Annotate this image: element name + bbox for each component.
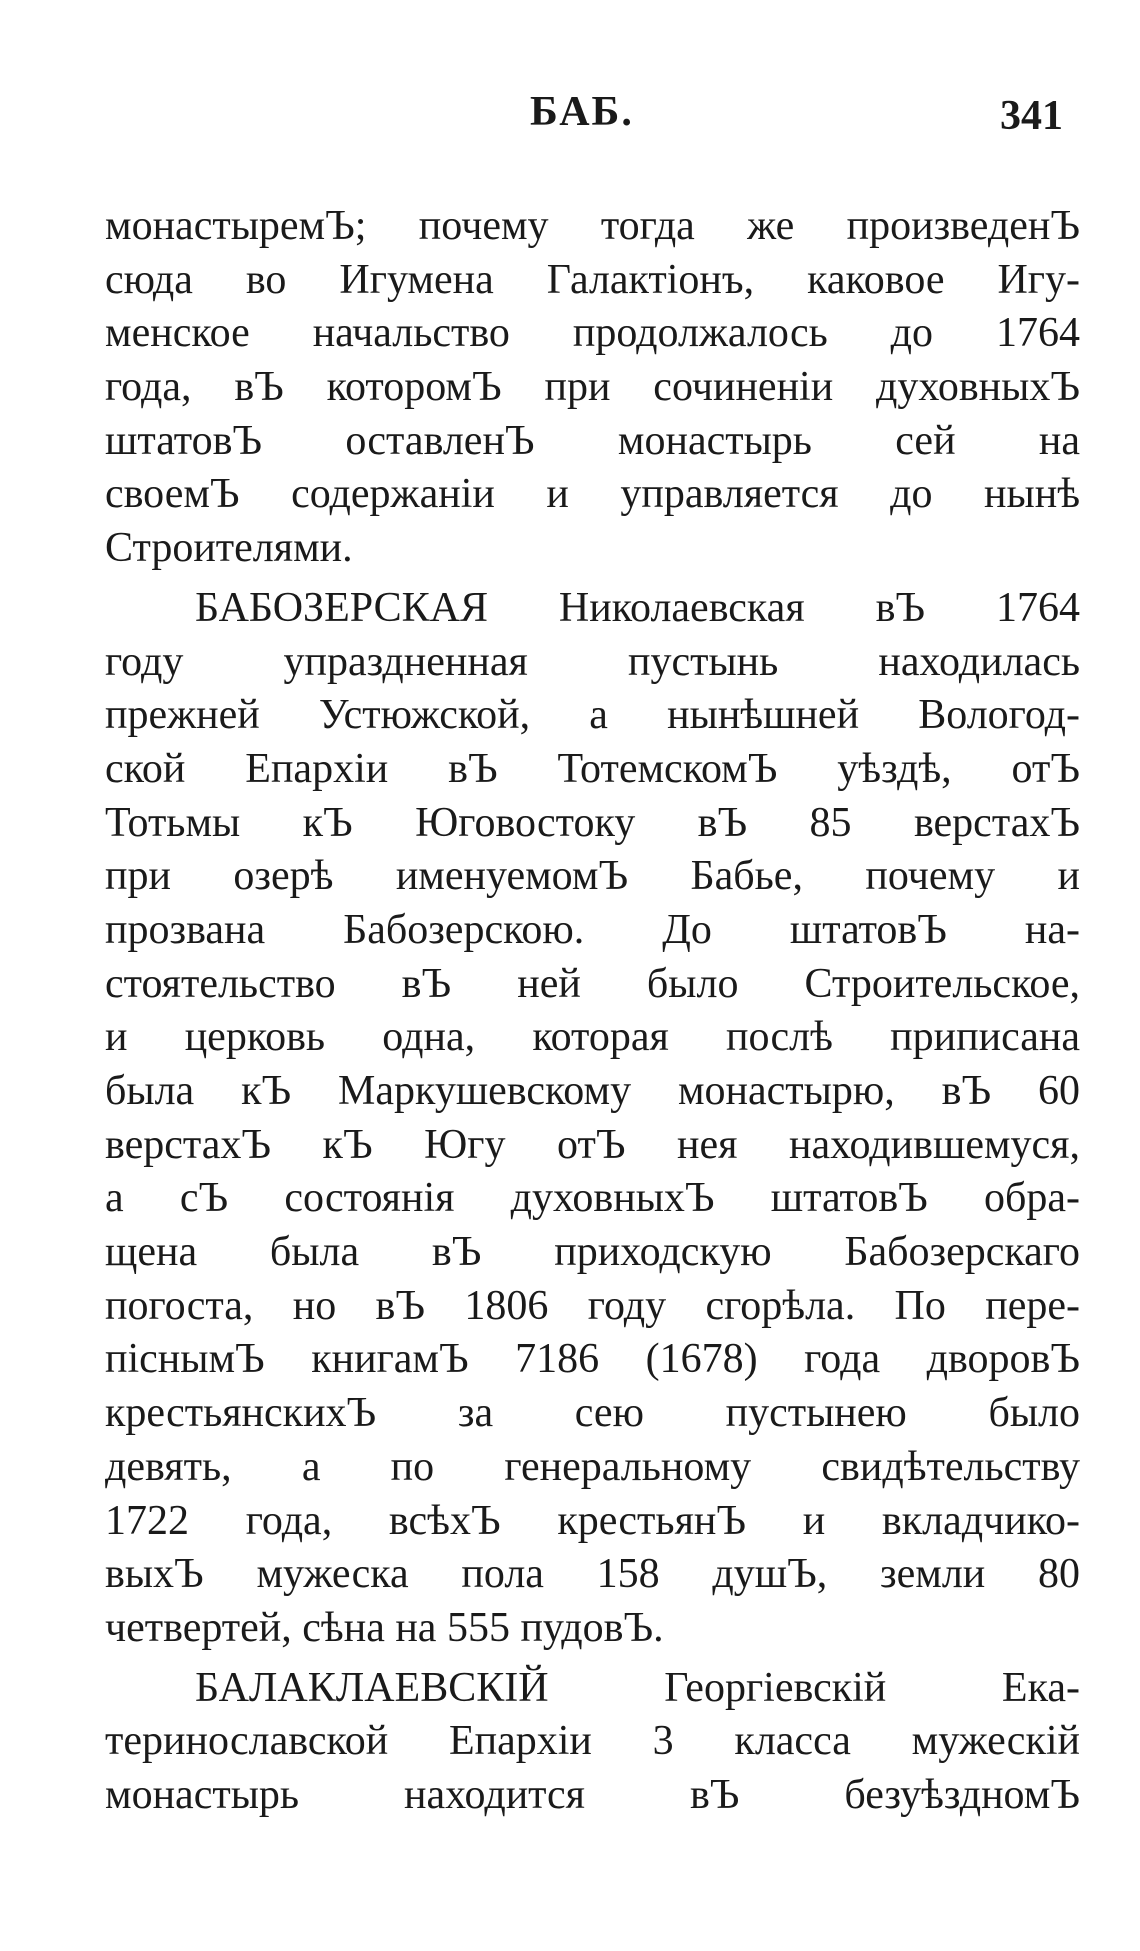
- body-text: [105, 200, 1080, 1823]
- text-line: стоятельство вЪ ней было Строительское,: [105, 960, 1080, 1007]
- text-line: четвертей, сѣна на 555 пудовЪ.: [105, 1604, 664, 1651]
- text-line: Строителями.: [105, 525, 353, 572]
- page-header: [0, 88, 1140, 148]
- text-line: выхЪ мужеска пола 158 душЪ, земли 80: [105, 1551, 1080, 1598]
- text-line: штатовЪ оставленЪ монастырь сей на: [105, 417, 1080, 464]
- text-line: Тотьмы кЪ Юговостоку вЪ 85 верстахЪ: [105, 799, 1080, 846]
- text-line: менское начальство продолжалось до 1764: [105, 310, 1080, 357]
- text-line: теринославской Епархіи 3 класса мужескій: [105, 1718, 1080, 1765]
- text-line: погоста, но вЪ 1806 году сгорѣла. По пере-: [105, 1282, 1080, 1329]
- text-line: и церковь одна, которая послѣ приписана: [105, 1014, 1080, 1061]
- text-line: а сЪ состоянія духовныхЪ штатовЪ обра-: [105, 1175, 1080, 1222]
- text-line: монастыремЪ; почему тогда же произведенЪ: [105, 203, 1080, 249]
- text-line: верстахЪ кЪ Югу отЪ нея находившемуся,: [105, 1121, 1080, 1168]
- text-line: ской Епархіи вЪ ТотемскомЪ уѣздѣ, отЪ: [105, 745, 1080, 792]
- text-line: своемЪ содержаніи и управляется до нынѣ: [105, 471, 1080, 518]
- text-line: сюда во Игумена Галактіонъ, каковое Игу-: [105, 256, 1080, 303]
- entry-heading-line: БАБОЗЕРСКАЯ Николаевская вЪ 1764: [195, 584, 1080, 631]
- page-number: 341: [1000, 93, 1063, 139]
- text-line: при озерѣ именуемомЪ Бабье, почему и: [105, 853, 1080, 900]
- text-line: году упраздненная пустынь находилась: [105, 638, 1080, 685]
- text-line: была кЪ Маркушевскому монастырю, вЪ 60: [105, 1068, 1080, 1114]
- text-line: девять, а по генеральному свидѣтельству: [105, 1443, 1080, 1490]
- text-line: 1722 года, всѣхЪ крестьянЪ и вкладчико-: [105, 1497, 1080, 1544]
- text-line: піснымЪ книгамЪ 7186 (1678) года дворовЪ: [105, 1336, 1080, 1383]
- text-line: года, вЪ которомЪ при сочиненіи духовныхЪ: [105, 364, 1080, 411]
- text-line: прежней Устюжской, а нынѣшней Вологод-: [105, 692, 1080, 739]
- text-line: монастырь находится вЪ безуѣздномЪ: [105, 1771, 1080, 1818]
- running-head: БАБ.: [530, 89, 634, 135]
- text-line: крестьянскихЪ за сею пустынею было: [105, 1390, 1080, 1437]
- entry-heading-line: БАЛАКЛАЕВСКІЙ Георгіевскій Ека-: [195, 1664, 1080, 1711]
- text-line: прозвана Бабозерскою. До штатовЪ на-: [105, 906, 1080, 953]
- text-line: щена была вЪ приходскую Бабозерскаго: [105, 1229, 1080, 1276]
